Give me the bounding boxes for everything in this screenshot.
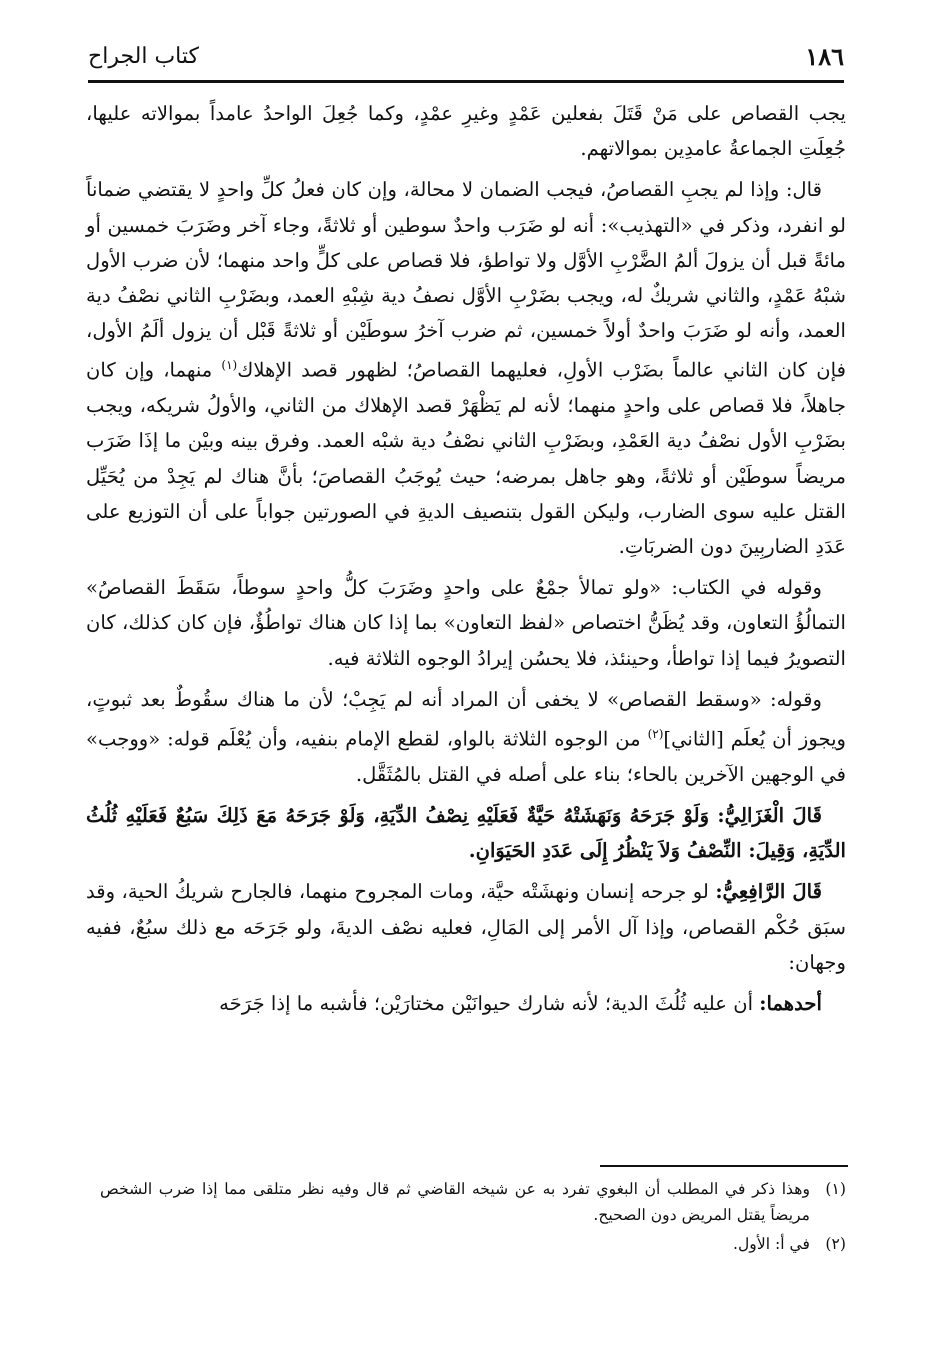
footnote-separator xyxy=(600,1165,848,1167)
paragraph-4-text: وقوله: «وسقط القصاص» لا يخفى أن المراد أنه لم يَجِبْ؛ لأن ما هناك سقُوطٌ بعد ثبوتٍ، ويجوز أن يُعلَم [الثاني] xyxy=(86,687,847,751)
ghazali-label: قَالَ الْغَزَالِيُّ: xyxy=(717,803,822,827)
paragraph-3: وقوله في الكتاب: «ولو تمالأ جمْعٌ على واحدٍ وضَرَبَ كلُّ واحدٍ سوطاً، سَقَطَ القصاصُ» التمالُؤُ التعاون، وقد يُظَنُّ اختصاص «لفظ التعاون» بما إذا كان هناك تواطُؤٌ، فإن كان كذلك، كان التصويرُ فيما إذا تواطأ، وحينئذ، فلا يحسُن إيرادُ الوجوه الثلاثة فيه. xyxy=(86,576,846,670)
paragraph-2-text: قال: وإذا لم يجبِ القصاصُ، فيجب الضمان لا محالة، وإن كان فعلُ كلِّ واحدٍ لا يقتضي ضماناً لو انفرد، وذكر في «التهذيب»: أنه لو ضَرَب واحدٌ سوطين أو ثلاثةً، وجاء آخر وضَرَبَ خمسين أو مائةً قبل أن يزولَ ألمُ الضَّرْبِ الأوَّل ولا تواطؤ، فلا قصاص على كلٍّ واحد منهما؛ لأن ضرب الأول شبْهُ عَمْدٍ، والثاني شريكٌ له، ويجب بضَرْبِ الأوَّل نصفُ دية شِبْهِ العمد، وبضَرْبِ الثاني نصْفُ دية العمد، وأنه لو ضَرَبَ واحدٌ أولاً خمسين، ثم ضرب آخرُ سوطَيْن أو ثلاثةً قَبْل أن يزول ألَمُ الأول، فإن كان الثاني عالماً بضَرْب الأولِ، فعليهما القصاصُ؛ لظهور قصد الإهلاك xyxy=(86,178,846,382)
footnote-text: في أ: الأول. xyxy=(733,1235,810,1253)
footnotes xyxy=(100,1177,846,1262)
ghazali-text: وَلَوْ جَرَحَهُ وَنَهَشَتْهُ حَيَّةٌ فَعَلَيْهِ نِصْفُ الدِّيَةِ، وَلَوْ جَرَحَهُ مَعَ ذَلِكَ سَبُعٌ فَعَلَيْهِ ثُلُثُ الدِّيَةِ، وَقِيلَ: النِّصْفُ وَلاَ يَنْظُرُ إِلَى عَدَدِ الحَيَوَانِ. xyxy=(86,803,846,863)
first-view-text: أن عليه ثُلُثَ الدية؛ لأنه شارك حيوانَيْن مختارَيْن؛ فأشبه ما إذا جَرَحَه xyxy=(219,991,760,1015)
first-view-label: أحدهما: xyxy=(759,991,822,1015)
footnote-number: (١) xyxy=(825,1180,846,1198)
footnote-number: (٢) xyxy=(825,1235,846,1253)
rafii-label: قَالَ الرَّافِعِيُّ: xyxy=(715,880,822,904)
running-title: كتاب الجراح xyxy=(88,44,199,69)
footnote-ref-1[interactable]: (١) xyxy=(221,358,238,373)
page-number: ١٨٦ xyxy=(805,42,844,71)
paragraph-4-text-cont: من الوجوه الثلاثة بالواو، لقطع الإمام بنفيه، وأن يُعْلَم قوله: «ووجب» في الوجهين الآخرين بالحاء؛ بناء على أصله في القتل بالمُثَقَّل. xyxy=(86,727,846,786)
ghazali-section xyxy=(86,798,846,868)
main-text xyxy=(86,96,846,1027)
page-header xyxy=(88,36,844,83)
first-view-paragraph xyxy=(86,986,846,1021)
paragraph-2-text-cont: منهما، وإن كان جاهلاً، فلا قصاص على واحدٍ منهما؛ لأنه لم يَظْهَرْ قصد الإهلاك من الثاني، والأولُ شريكه، ويجب بضَرْبِ الأول نصْفُ دية العَمْدِ، وبضَرْبِ الثاني نصْفُ دية شبْه العمد. وفرق بينه وبيْن ما إذَا ضَرَب مريضاً سوطَيْن أو ثلاثةً، وهو جاهل بمرضه؛ حيث يُوجَبُ القصاصَ؛ بأنَّ هناك لم يَجِدْ من يُحَيِّل القتل عليه سوى الضارب، وليكن القول بتنصيف الديةِ في الصورتين جواباً على أن التوزيع على عَدَدِ الضاربِينَ دون الضربَاتِ. xyxy=(86,358,846,558)
footnote-text: وهذا ذكر في المطلب أن البغوي تفرد به عن شيخه القاضي ثم قال وفيه نظر متلقى مما إذا ضرب الشخص مريضاً يقتل المريض دون الصحيح. xyxy=(100,1180,810,1224)
rafii-section xyxy=(86,874,846,980)
footnote-2 xyxy=(100,1232,846,1258)
paragraph-1: يجب القصاص على مَنْ قَتَلَ بفعلين عَمْدٍ وغيرِ عمْدٍ، وكما جُعِلَ الواحدُ عامداً بموالاته عليها، جُعِلَتِ الجماعةُ عامدِين بموالاتهم. xyxy=(86,102,846,161)
footnote-1 xyxy=(100,1177,846,1228)
paragraph-4 xyxy=(86,682,846,792)
paragraph-2 xyxy=(86,172,846,564)
rafii-text: لو جرحه إنسان ونهشَتْه حيَّة، ومات المجروح منهما، فالجارح شريكُ الحية، وقد سبَق حُكْم القصاص، وإذا آل الأمر إلى المَالِ، فعليه نصْف الديةَ، ولو جَرَحَه مع ذلك سبُعٌ، ففيه وجهان: xyxy=(86,880,846,974)
footnote-ref-2[interactable]: (٢) xyxy=(647,726,664,741)
